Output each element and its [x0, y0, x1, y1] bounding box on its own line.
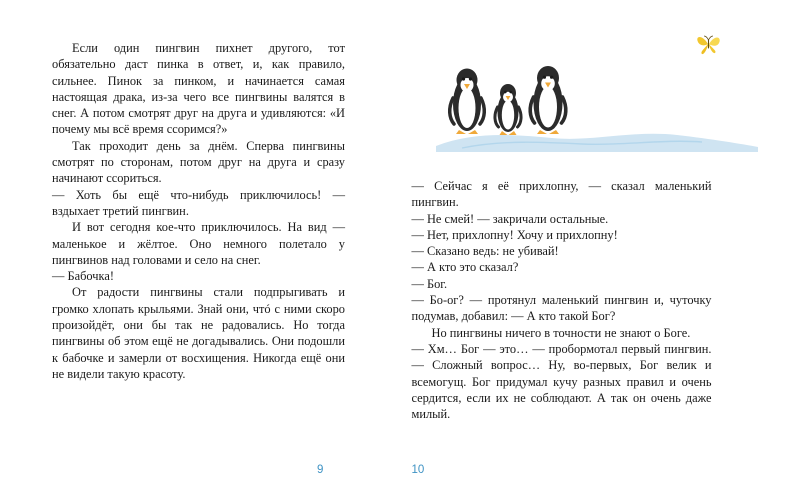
- paragraph: — А кто это сказал?: [411, 260, 519, 275]
- penguin-middle: [492, 80, 524, 136]
- page-number-left: 9: [317, 464, 324, 476]
- right-page: [400, 0, 799, 492]
- paragraph: Если один пингвин пихнет другого, тот обязательно даст пинка в ответ, и, как правило, сильнее. Пинок за пинком, и начинается самая настоящая драка, из-за чего все пингвины валятся в снег. А потом смотрят друг на друга и удивляются: «И почему мы всё время ссоримся?»: [52, 41, 345, 137]
- illustration-penguins: [412, 18, 772, 158]
- paragraph: — Бог.: [411, 276, 448, 291]
- butterfly-icon: [694, 30, 724, 56]
- paragraph: Но пингвины ничего в точности не знают о Боге.: [431, 325, 691, 340]
- paragraph: — Нет, прихлопну! Хочу и прихлопну!: [411, 227, 618, 242]
- penguin-left: [446, 64, 488, 136]
- paragraph: — Хм… Бог — это… — пробормотал первый пингвин. — Сложный вопрос… Ну, во-первых, Бог велик и всемогущ. Бог придумал кучу разных правил и очень сердится, если их не соблюдают. А так он очень даже милый.: [411, 341, 712, 422]
- paragraph: — Сейчас я её прихлопну, — сказал маленький пингвин.: [411, 179, 712, 210]
- paragraph: — Хоть бы ещё что-нибудь приключилось! — вздыхает третий пингвин.: [52, 187, 345, 218]
- paragraph: — Сказано ведь: не убивай!: [411, 244, 559, 259]
- page-number-right: 10: [411, 464, 425, 476]
- paragraph: — Не смей! — закричали остальные.: [411, 211, 609, 226]
- left-page-text-column: [52, 40, 345, 382]
- paragraph: Так проходит день за днём. Сперва пингвины смотрят по сторонам, потом друг на друга и сразу начинают ссориться.: [52, 138, 345, 186]
- paragraph: — Бабочка!: [52, 269, 114, 284]
- paragraph: И вот сегодня кое-что приключилось. На вид — маленькое и жёлтое. Оно немного полетало у пингвинов над головами и село на снег.: [52, 220, 345, 267]
- paragraph: От радости пингвины стали подпрыгивать и громко хлопать крыльями. Знай они, чтó с ними скоро произойдёт, они бы так не радовались. Но тогда пингвины об этом ещё не догадывались. Они подошли к бабочке и замерли от восхищения. Никогда ещё они не видели такую красоту.: [52, 285, 345, 381]
- paragraph: — Бо-ог? — протянул маленький пингвин и, чуточку подумав, добавил: — А кто такой Бог?: [411, 293, 712, 324]
- right-page-text-column: [412, 178, 712, 422]
- penguin-right: [526, 62, 570, 136]
